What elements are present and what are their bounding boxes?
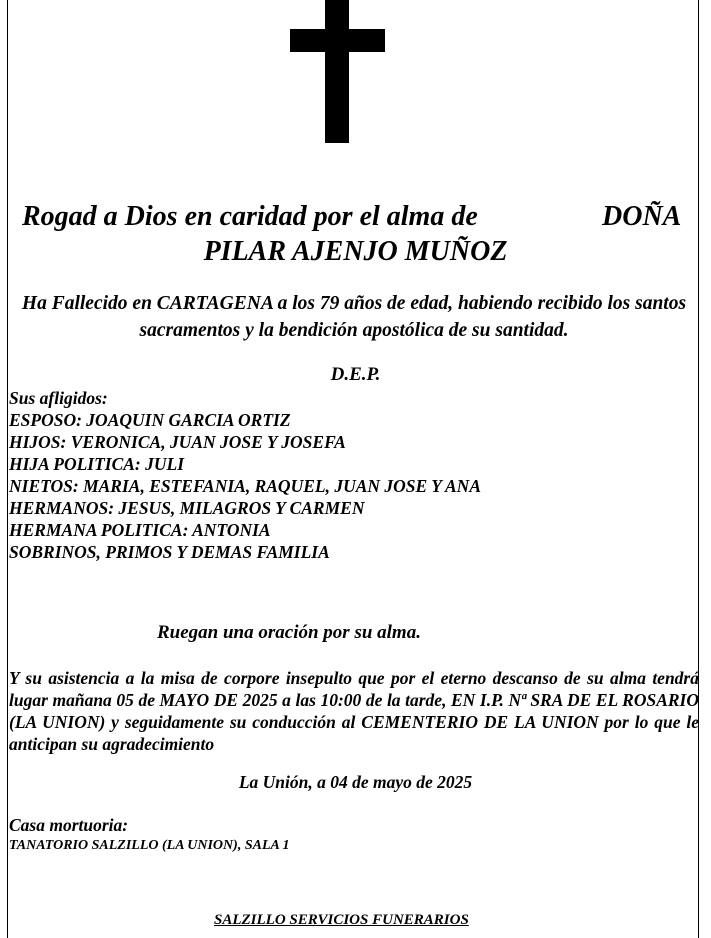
mourner-line: HERMANOS: JESUS, MILAGROS Y CARMEN xyxy=(9,498,365,518)
deceased-name: PILAR AJENJO MUÑOZ xyxy=(203,236,508,267)
deceased-name-row xyxy=(0,236,711,268)
mourner-line: NIETOS: MARIA, ESTEFANIA, RAQUEL, JUAN JOSE Y ANA xyxy=(9,476,481,496)
mourner-line: HIJOS: VERONICA, JUAN JOSE Y JOSEFA xyxy=(9,432,346,452)
mourners-list xyxy=(9,387,481,563)
mourners-heading: Sus afligidos: xyxy=(9,388,108,408)
mass-details: Y su asistencia a la misa de corpore insepulto que por el eterno descanso de su alma tendrá lugar mañana 05 de MAYO DE 2025 a las 10:00 de la tarde, EN I.P. Nª SRA DE EL ROSARIO (LA UNION) y seguidamente su conducción al CEMENTERIO DE LA UNION por lo que le anticipan su agradecimiento xyxy=(9,668,699,754)
date-line: La Unión, a 04 de mayo de 2025 xyxy=(238,772,473,792)
honorific: DOÑA xyxy=(602,201,682,232)
funeral-home-label: Casa mortuoria: xyxy=(9,815,129,835)
mourner-line: ESPOSO: JOAQUIN GARCIA ORTIZ xyxy=(9,410,291,430)
mourner-line: HERMANA POLITICA: ANTONIA xyxy=(9,520,271,540)
death-notice-text: Ha Fallecido en CARTAGENA a los 79 años de edad, habiendo recibido los santos sacramentos y la bendición apostólica de su santidad. xyxy=(21,293,687,341)
page-border-right xyxy=(698,0,699,938)
dep-label: D.E.P. xyxy=(330,364,381,385)
heading-line: Rogad a Dios en caridad por el alma de xyxy=(22,201,478,232)
mourner-line: SOBRINOS, PRIMOS Y DEMAS FAMILIA xyxy=(9,542,330,562)
prayer-request: Ruegan una oración por su alma. xyxy=(157,622,421,643)
cross-icon xyxy=(290,0,385,145)
funeral-company: SALZILLO SERVICIOS FUNERARIOS xyxy=(214,912,469,928)
funeral-home-name: TANATORIO SALZILLO (LA UNION), SALA 1 xyxy=(9,838,290,853)
mourner-line: HIJA POLITICA: JULI xyxy=(9,454,185,474)
page-border-left xyxy=(7,0,8,938)
